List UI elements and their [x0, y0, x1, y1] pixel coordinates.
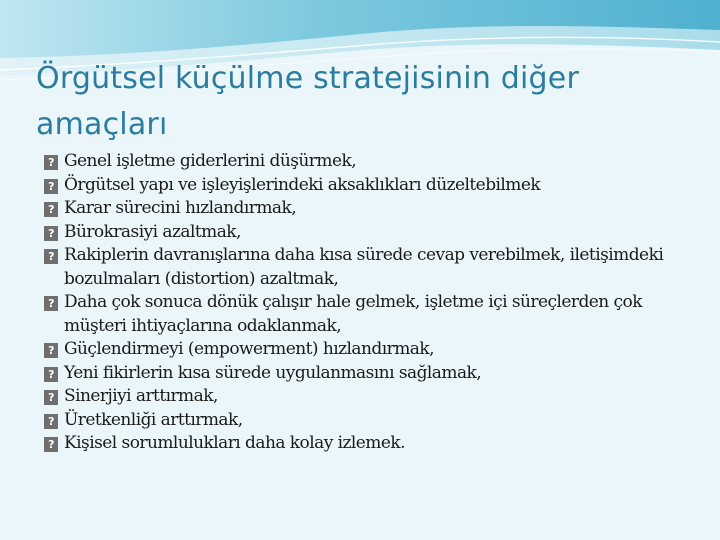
list-item: [44, 338, 704, 362]
missing-glyph-icon: ?: [44, 179, 58, 194]
missing-glyph-icon: ?: [44, 367, 58, 382]
missing-glyph-icon: ?: [44, 155, 58, 170]
missing-glyph-icon: ?: [44, 414, 58, 429]
list-item-text: Bürokrasiyi azaltmak,: [64, 221, 241, 242]
missing-glyph-icon: ?: [44, 202, 58, 217]
list-item: [44, 174, 704, 198]
list-item: [44, 291, 704, 338]
slide-title: Örgütsel küçülme stratejisinin diğer amaçları: [36, 61, 579, 142]
missing-glyph-icon: ?: [44, 437, 58, 452]
missing-glyph-icon: ?: [44, 249, 58, 264]
list-item: [44, 362, 704, 386]
missing-glyph-icon: ?: [44, 226, 58, 241]
list-item: [44, 385, 704, 409]
list-item-text: Rakiplerin davranışlarına daha kısa sürede cevap verebilmek, iletişimdeki bozulmaları (distortion) azaltmak,: [64, 245, 664, 289]
list-item-text: Genel işletme giderlerini düşürmek,: [64, 151, 357, 171]
missing-glyph-icon: ?: [44, 296, 58, 311]
list-item-text: Kişisel sorumlulukları daha kolay izlemek.: [64, 433, 405, 453]
list-item: [44, 197, 704, 221]
list-item-text: Üretkenliği arttırmak,: [64, 409, 243, 430]
list-item: [44, 150, 704, 174]
list-item-text: Yeni fikirlerin kısa sürede uygulanmasını sağlamak,: [64, 362, 482, 383]
list-item-text: Karar sürecini hızlandırmak,: [64, 198, 297, 218]
bullet-list: [44, 150, 704, 456]
list-item-text: Örgütsel yapı ve işleyişlerindeki aksaklıkları düzeltebilmek: [64, 174, 541, 195]
missing-glyph-icon: ?: [44, 390, 58, 405]
list-item: [44, 221, 704, 245]
list-item: [44, 432, 704, 456]
list-item-text: Güçlendirmeyi (empowerment) hızlandırmak,: [64, 339, 434, 359]
list-item: [44, 409, 704, 433]
missing-glyph-icon: ?: [44, 343, 58, 358]
list-item-text: Sinerjiyi arttırmak,: [64, 386, 218, 406]
list-item-text: Daha çok sonuca dönük çalışır hale gelmek, işletme içi süreçlerden çok müşteri ihtiyaçlarına odaklanmak,: [64, 292, 642, 336]
list-item: [44, 244, 704, 291]
